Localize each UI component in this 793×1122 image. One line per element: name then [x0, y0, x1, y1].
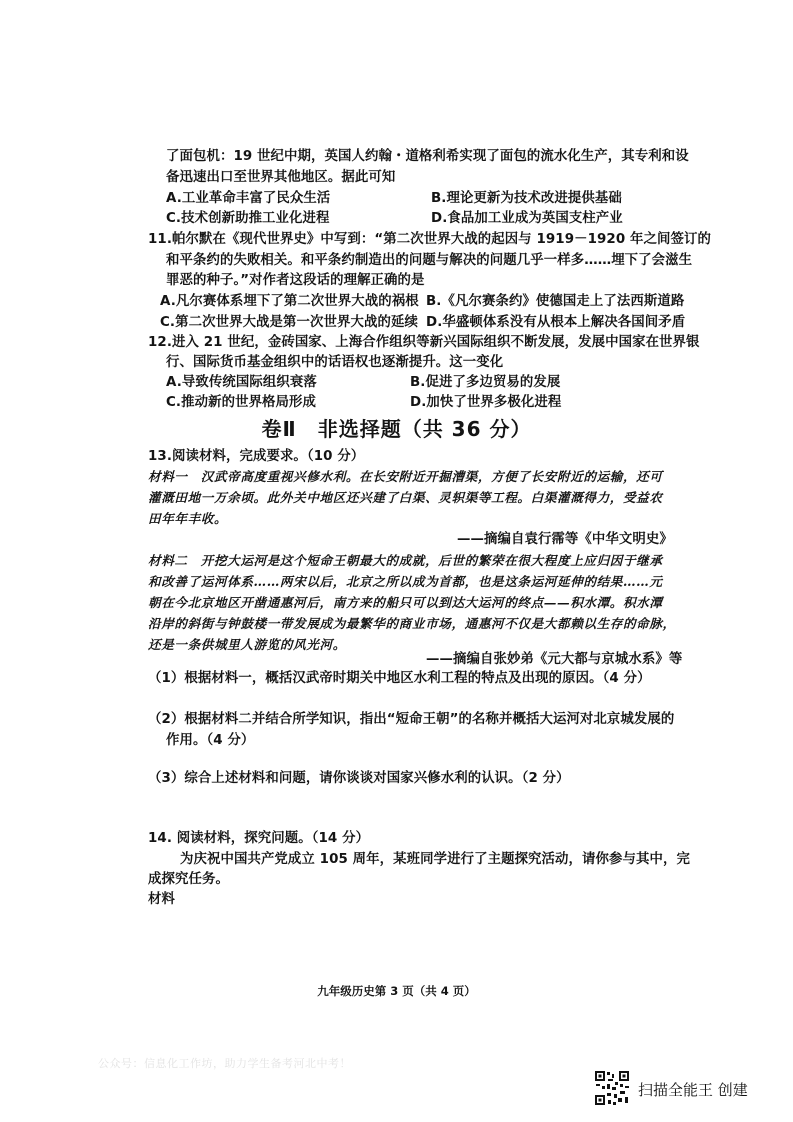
q14-intro-line-1: 为庆祝中国共产党成立 105 周年，某班同学进行了主题探究活动，请你参与其中，完: [180, 852, 690, 867]
q10-option-c: C.技术创新助推工业化进程: [166, 211, 330, 226]
q13-subquestion-3: （3）综合上述材料和问题，请你谈谈对国家兴修水利的认识。（2 分）: [148, 771, 570, 786]
q11-line-1: 11.帕尔默在《现代世界史》中写到：“第二次世界大战的起因与 1919－1920 年之间签订的: [148, 232, 711, 247]
q13-material2-line-4: 沿岸的斜街与钟鼓楼一带发展成为最繁华的商业市场，通惠河不仅是大都赖以生存的命脉，: [148, 616, 676, 631]
watermark-text: 公众号：信息化工作坊，助力学生备考河北中考！: [98, 1057, 351, 1070]
q11-option-c: C.第二次世界大战是第一次世界大战的延续: [160, 315, 418, 330]
q10-option-d: D.食品加工业成为英国支柱产业: [431, 211, 623, 226]
q13-material1-line-2: 灌溉田地一万余顷。此外关中地区还兴建了白渠、灵轵渠等工程。白渠灌溉得力，受益农: [148, 490, 663, 505]
q11-option-a: A.凡尔赛体系埋下了第二次世界大战的祸根: [160, 294, 419, 309]
q13-source-1: ——摘编自袁行霈等《中华文明史》: [457, 532, 673, 547]
q14-stem: 14. 阅读材料，探究问题。（14 分）: [148, 831, 370, 846]
q13-stem: 13.阅读材料，完成要求。（10 分）: [148, 449, 365, 464]
page-footer: 九年级历史第 3 页（共 4 页）: [317, 984, 476, 998]
q11-line-3: 罪恶的种子。”对作者这段话的理解正确的是: [166, 273, 425, 288]
q10-line-1: 了面包机：19 世纪中期，英国人约翰・道格利希实现了面包的流水化生产，其专利和设: [166, 149, 689, 164]
q10-option-b: B.理论更新为技术改进提供基础: [431, 191, 622, 206]
scanner-label: 扫描全能王 创建: [638, 1081, 748, 1099]
q12-line-2: 行、国际货币基金组织中的话语权也逐渐提升。这一变化: [166, 355, 504, 370]
q14-intro-line-2: 成探究任务。: [148, 872, 229, 887]
q13-material2-line-3: 朝在今北京地区开凿通惠河后，南方来的船只可以到达大运河的终点——积水潭。积水潭: [148, 595, 663, 610]
q13-material2-line-1: 材料二 开挖大运河是这个短命王朝最大的成就，后世的繁荣在很大程度上应归因于继承: [148, 553, 663, 568]
q13-subquestion-2-line-2: 作用。（4 分）: [166, 733, 255, 748]
q12-line-1: 12.进入 21 世纪，金砖国家、上海合作组织等新兴国际组织不断发展，发展中国家在世界银: [148, 335, 700, 350]
q12-option-c: C.推动新的世界格局形成: [166, 395, 317, 410]
q12-option-a: A.导致传统国际组织衰落: [166, 375, 317, 390]
q12-option-b: B.促进了多边贸易的发展: [410, 375, 561, 390]
scanner-brand: [594, 1070, 774, 1110]
q13-subquestion-2-line-1: （2）根据材料二并结合所学知识，指出“短命王朝”的名称并概括大运河对北京城发展的: [148, 712, 675, 727]
section-title: 卷Ⅱ 非选择题（共 36 分）: [261, 417, 532, 441]
q11-option-d: D.华盛顿体系没有从根本上解决各国间矛盾: [426, 315, 686, 330]
q13-material1-line-3: 田年年丰收。: [148, 511, 228, 526]
q10-line-2: 备迅速出口至世界其他地区。据此可知: [166, 170, 396, 185]
q14-material-label: 材料: [148, 892, 175, 907]
q11-option-b: B.《凡尔赛条约》使德国走上了法西斯道路: [426, 294, 685, 309]
q13-source-2: ——摘编自张妙弟《元大都与京城水系》等: [426, 652, 683, 667]
q13-material1-line-1: 材料一 汉武帝高度重视兴修水利。在长安附近开掘漕渠，方便了长安附近的运输，还可: [148, 469, 663, 484]
q10-option-a: A.工业革命丰富了民众生活: [166, 191, 331, 206]
q11-line-2: 和平条约的失败相关。和平条约制造出的问题与解决的问题几乎一样多……埋下了会滋生: [166, 253, 693, 268]
q13-material2-line-5: 还是一条供城里人游览的风光河。: [148, 637, 346, 652]
q13-material2-line-2: 和改善了运河体系……两宋以后，北京之所以成为首都，也是这条运河延伸的结果……元: [148, 574, 663, 589]
q13-subquestion-1: （1）根据材料一，概括汉武帝时期关中地区水利工程的特点及出现的原因。（4 分）: [148, 671, 651, 686]
qr-code-icon: [594, 1070, 630, 1106]
q12-option-d: D.加快了世界多极化进程: [410, 395, 562, 410]
